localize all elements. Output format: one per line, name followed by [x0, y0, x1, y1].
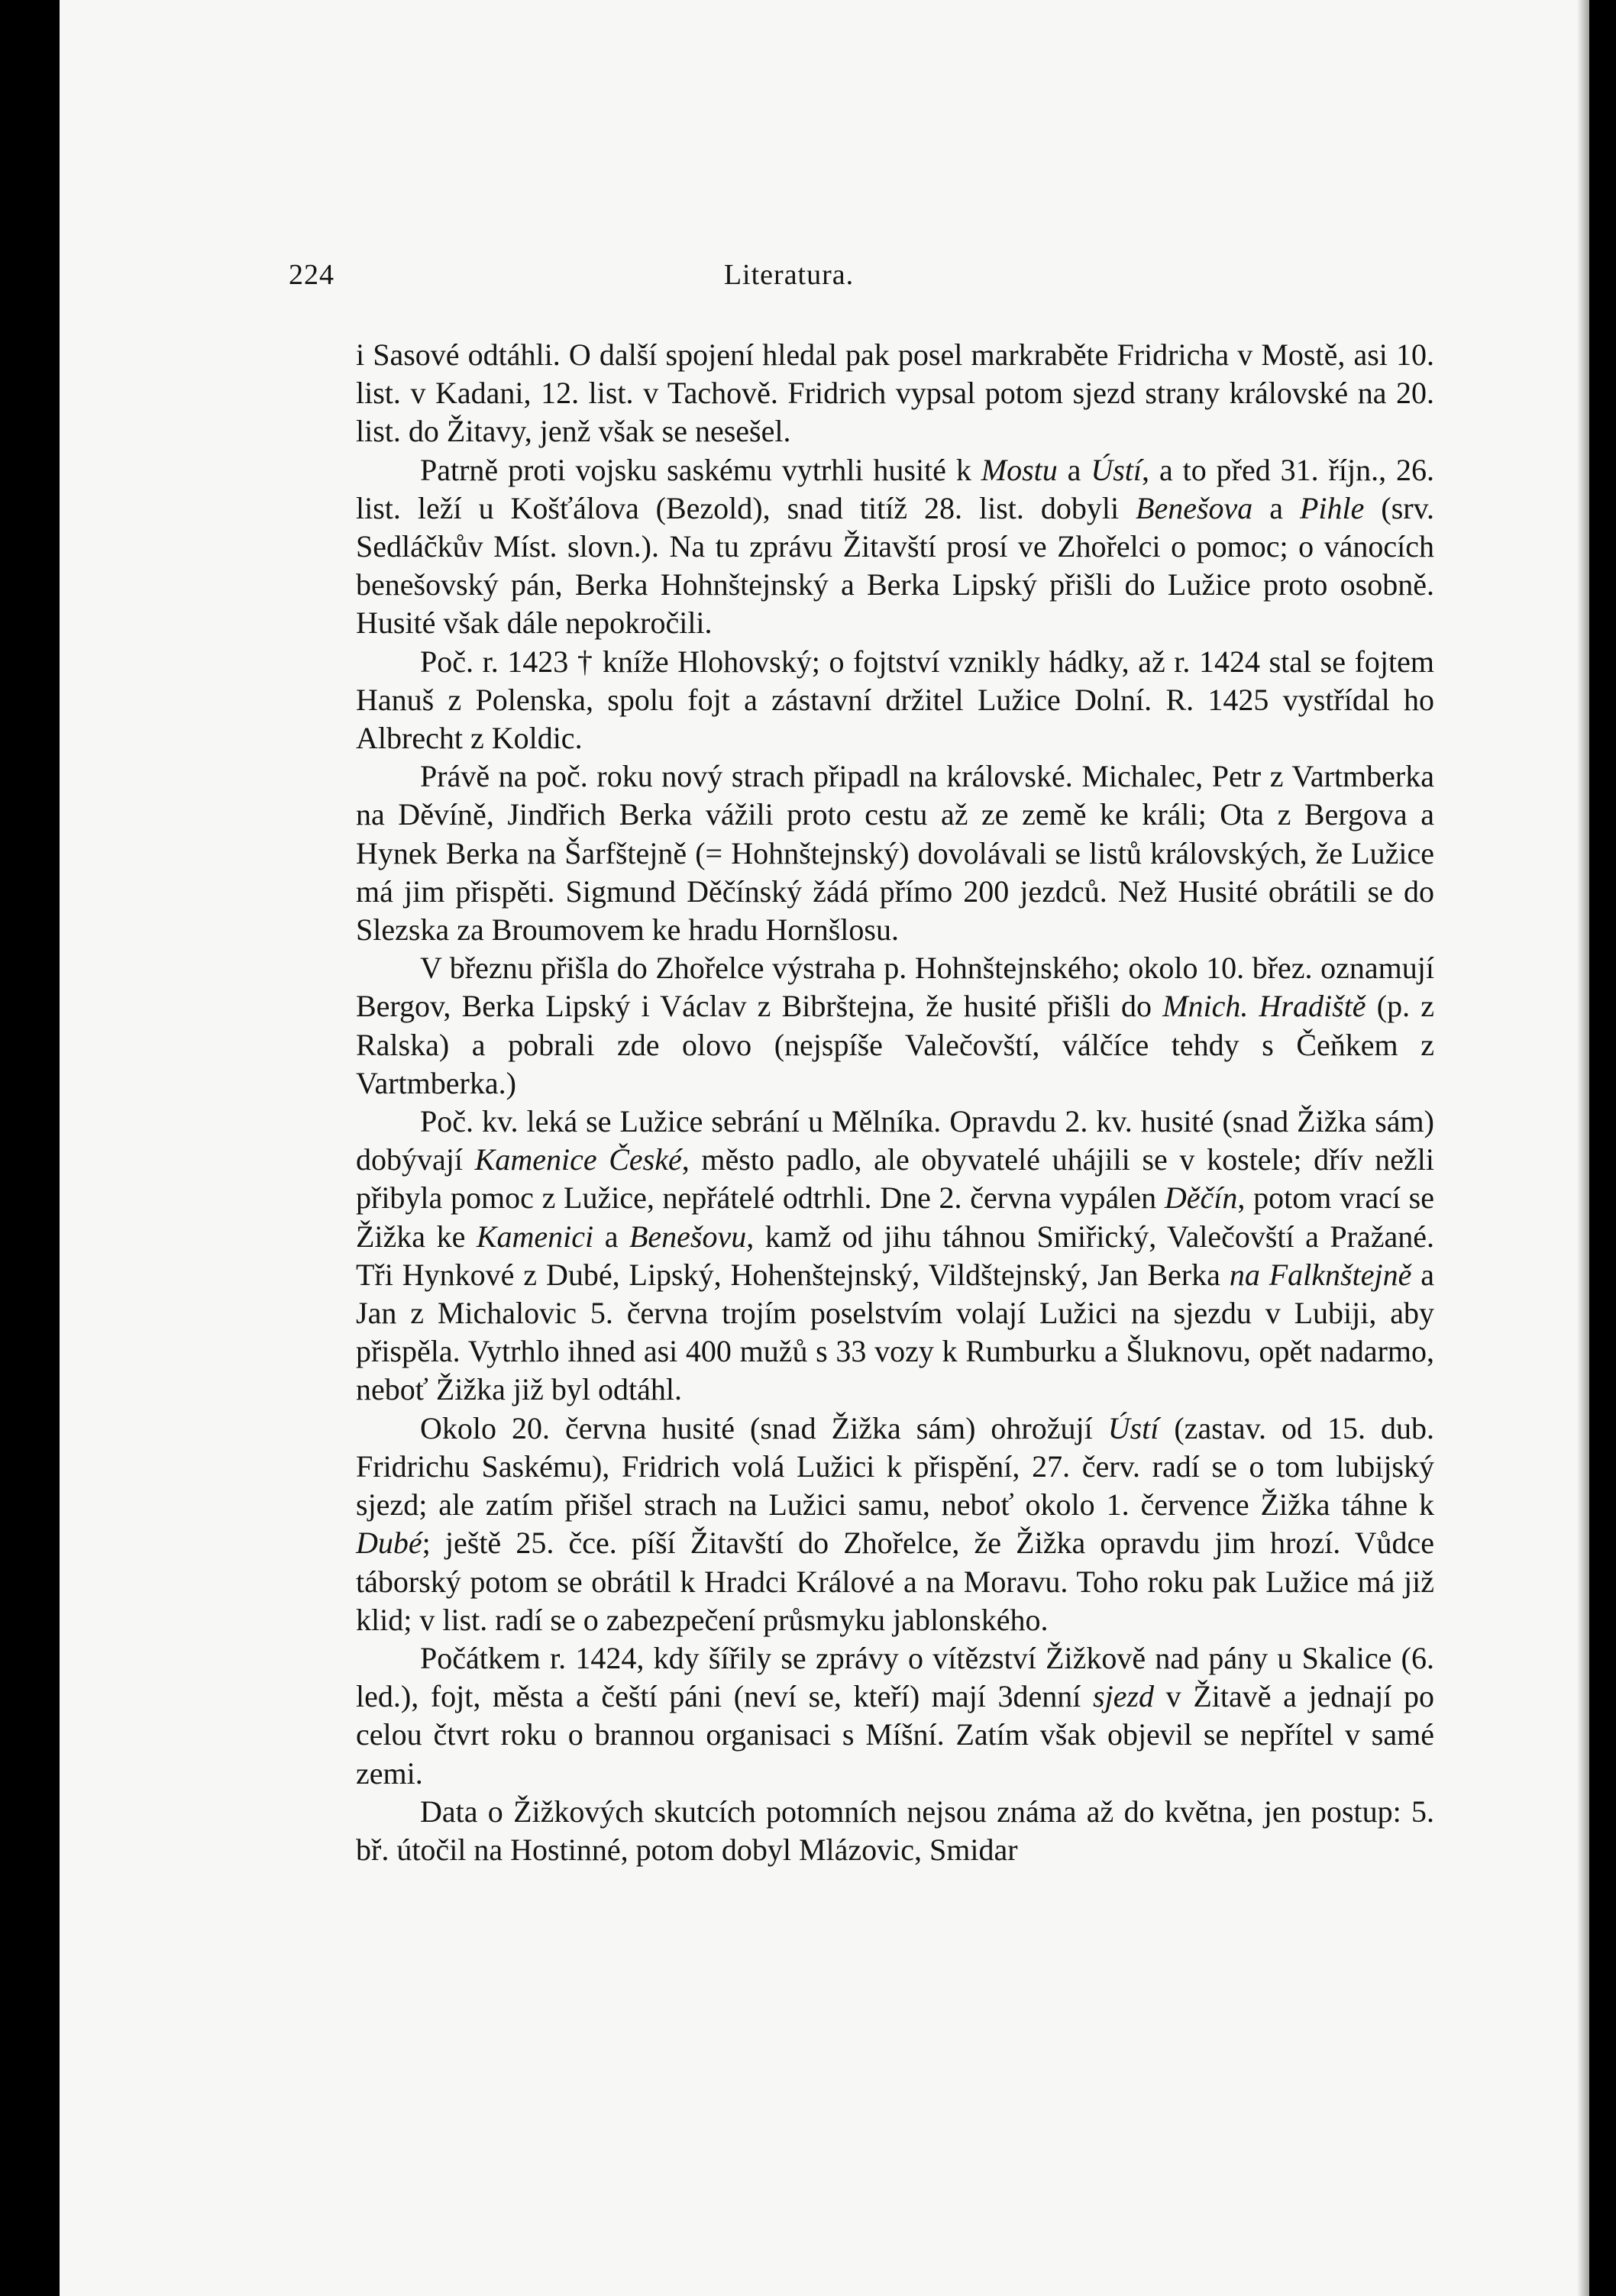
paragraph: [356, 643, 1434, 758]
paragraph: [356, 1103, 1434, 1410]
text-segment: a: [593, 1219, 629, 1254]
page-edge-shadow: [1577, 0, 1589, 2296]
text-segment: , a to před 31. říjn., 26. list. leží u Košťálova (Bezold), snad titíž 28. list. dobyli: [356, 452, 1434, 525]
text-segment: Právě na poč. roku nový strach připadl na královské. Michalec, Petr z Vartmberka na Děvíně, Jindřich Berka vážili proto cestu až ze země ke králi; Ota z Bergova a Hynek Berka na Šarfštejně (= Hohnštejnský) dovolávali se listů královských, že Lužice má jim přispěti. Sigmund Děčínský žádá přímo 200 jezdců. Než Husité obrátili se do Slezska za Broumovem ke hradu Hornšlosu.: [356, 759, 1434, 948]
text-segment: (srv. Sedláčkův Míst. slovn.). Na tu zprávu Žitavští prosí ve Zhořelci o pomoc; o vánocích benešovský pán, Berka Hohnštejnský a Berka Lipský přišli do Lužice proto osobně. Husité však dále nepokročili.: [356, 490, 1434, 641]
italic-text: Kamenici: [476, 1219, 594, 1254]
text-segment: , potom vrací se Žižka ke: [356, 1180, 1434, 1254]
italic-text: Ústí: [1091, 452, 1143, 487]
text-segment: Poč. r. 1423 † kníže Hlohovský; o fojtství vznikly hádky, až r. 1424 stal se fojtem Hanuš z Polenska, spolu fojt a zástavní držitel Lužice Dolní. R. 1425 vystřídal ho Albrecht z Koldic.: [356, 644, 1434, 756]
text-segment: (p. z Ralska) a pobrali zde olovo (nejspíše Valečovští, válčíce tehdy s Čeňkem z Vartmberka.): [356, 989, 1435, 1100]
text-segment: Poč. kv. leká se Lužice sebrání u Mělníka. Opravdu 2. kv. husité (snad Žižka sám) dobývají: [356, 1104, 1434, 1177]
italic-text: Dubé: [356, 1526, 422, 1561]
text-segment: a Jan z Michalovic 5. června trojím poselstvím volají Lužici na sjezdu v Lubiji, aby přispěla. Vytrhlo ihned asi 400 mužů s 33 vozy k Rumburku a Šluknovu, opět nadarmo, neboť Žižka již byl odtáhl.: [356, 1257, 1434, 1407]
text-segment: Patrně proti vojsku saskému vytrhli husité k: [420, 452, 981, 487]
italic-text: Mostu: [981, 452, 1058, 487]
paragraph: [356, 451, 1434, 643]
text-segment: v Žitavě a jednají po celou čtvrt roku o brannou organisaci s Míšní. Zatím však objevil se nepřítel v samé zemi.: [356, 1679, 1434, 1791]
italic-text: Mnich. Hradiště: [1162, 989, 1366, 1024]
italic-text: Benešova: [1136, 490, 1253, 525]
text-segment: a: [1057, 452, 1091, 487]
page-number: 224: [289, 259, 335, 291]
text-segment: V březnu přišla do Zhořelce výstraha p. Hohnštejnského; okolo 10. břez. oznamují Bergov, Berka Lipský i Václav z Bibrštejna, že husité přišli do: [356, 951, 1434, 1024]
text-segment: a: [1252, 490, 1300, 525]
italic-text: Děčín: [1164, 1180, 1238, 1216]
body-text: [356, 336, 1434, 1869]
page-header: [289, 252, 1442, 298]
text-segment: i Sasové odtáhli. O další spojení hledal pak posel markraběte Fridricha v Mostě, asi 10. list. v Kadani, 12. list. v Tachově. Fridrich vypsal potom sjezd strany královské na 20. list. do Žitavy, jenž však se nesešel.: [356, 337, 1434, 449]
italic-text: Benešovu: [629, 1219, 747, 1254]
paragraph: [356, 1410, 1434, 1639]
paragraph: [356, 336, 1434, 451]
text-segment: (zastav. od 15. dub. Fridrichu Saskému), Fridrich volá Lužici k přispění, 27. červ. radí se o tom lubijský sjezd; ale zatím přišel strach na Lužici samu, neboť okolo 1. července Žižka táhne k: [356, 1410, 1434, 1523]
text-segment: ; ještě 25. čce. píší Žitavští do Zhořelce, že Žižka opravdu jim hrozí. Vůdce táborský potom se obrátil k Hradci Králové a na Moravu. Toho roku pak Lužice má již klid; v list. radí se o zabezpečení průsmyku jablonského.: [356, 1526, 1434, 1637]
text-segment: Počátkem r. 1424, kdy šířily se zprávy o vítězství Žižkově nad pány u Skalice (6. led.), fojt, města a čeští páni (neví se, kteří) mají 3denní: [356, 1640, 1434, 1714]
text-segment: , kamž od jihu táhnou Smiřický, Valečovští a Pražané. Tři Hynkové z Dubé, Lipský, Hohenštejnský, Vildštejnský, Jan Berka: [356, 1219, 1434, 1292]
paragraph: [356, 757, 1434, 949]
italic-text: na Falknštejně: [1229, 1257, 1412, 1292]
text-segment: Okolo 20. června husité (snad Žižka sám) ohrožují: [420, 1410, 1108, 1445]
italic-text: Pihle: [1300, 490, 1365, 525]
running-title: Literatura.: [723, 259, 855, 291]
paragraph: [356, 949, 1434, 1103]
text-segment: , město padlo, ale obyvatelé uhájili se v kostele; dřív nežli přibyla pomoc z Lužice, nepřátelé odtrhli. Dne 2. června vypálen: [356, 1142, 1434, 1216]
paragraph: [356, 1639, 1434, 1793]
paragraph: [356, 1793, 1434, 1869]
italic-text: Kamenice České: [474, 1142, 682, 1177]
italic-text: Ústí: [1107, 1410, 1159, 1445]
text-segment: Data o Žižkových skutcích potomních nejsou známa až do května, jen postup: 5. bř. útočil na Hostinné, potom dobyl Mlázovic, Smidar: [356, 1794, 1434, 1867]
italic-text: sjezd: [1093, 1679, 1155, 1714]
